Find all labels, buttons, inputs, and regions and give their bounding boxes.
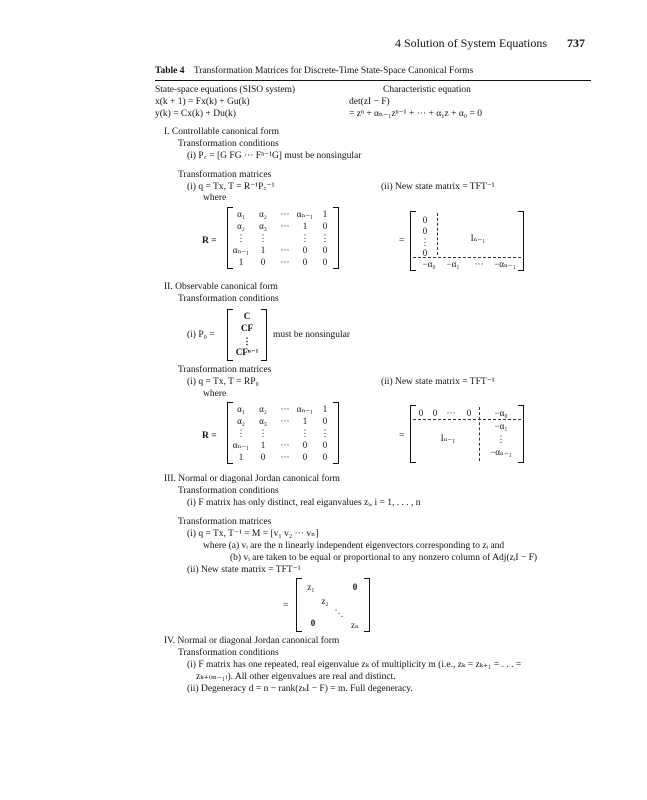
R-cell: αₙ₋₁ — [232, 440, 250, 450]
top-rule — [155, 80, 591, 81]
sec3-where-a: where (a) vᵢ are the n linearly independent eigenvectors corresponding to zᵢ and — [203, 541, 505, 551]
bottom-row-cell: −αₙ₋₁ — [494, 259, 516, 269]
R-cell: ⋮ — [300, 233, 310, 243]
top-row-cell: 0 — [466, 408, 472, 418]
sec2-cond-suffix: must be nonsingular — [273, 330, 351, 340]
sec2-new-matrix — [410, 405, 524, 463]
diag-cell: z₁ — [307, 582, 315, 592]
running-title: 4 Solution of System Equations — [395, 36, 548, 50]
R-cell: ⋮ — [320, 233, 330, 243]
R-cell: α₃ — [259, 416, 267, 426]
sec1-title: I. Controllable canonical form — [164, 127, 280, 137]
top-row-cell: 0 — [418, 408, 424, 418]
sec1-R-matrix — [227, 207, 339, 269]
R-cell: ⋮ — [236, 428, 246, 438]
sec4-cond-head: Transformation conditions — [178, 648, 279, 658]
top-row-cell: ··· — [446, 408, 456, 418]
R-cell: ··· — [280, 452, 290, 462]
top-row-cell: 0 — [432, 408, 438, 418]
partition-line — [479, 407, 480, 461]
R-cell: 0 — [260, 452, 266, 462]
obs-cell: CF — [241, 323, 253, 333]
sec3-mat-head: Transformation matrices — [178, 517, 272, 527]
sec3-mat-1: (i) q = Tx, T⁻¹ = M = [v₁ v₂ ··· vₙ] — [187, 529, 319, 539]
diag-cell: ⋱ — [334, 608, 344, 618]
sec4-title: IV. Normal or diagonal Jordan canonical form — [164, 636, 340, 646]
R-cell: α₁ — [237, 209, 245, 219]
R-cell: α₃ — [259, 221, 267, 231]
partition-line — [413, 419, 521, 420]
R-cell: 1 — [302, 416, 308, 426]
table-label: Table 4 — [155, 66, 185, 76]
R-cell: αₙ₋₁ — [232, 245, 250, 255]
obs-cell: ⋮ — [242, 336, 252, 346]
zero-upper: 0 — [352, 582, 358, 592]
new-col-cell: ⋮ — [420, 237, 430, 247]
R-cell: ··· — [280, 209, 290, 219]
bottom-row-cell: ··· — [474, 259, 484, 269]
sec2-mat-2: (ii) New state matrix = TFT⁻¹ — [381, 377, 495, 387]
new-col-cell: 0 — [422, 226, 428, 236]
R-cell: 0 — [322, 440, 328, 450]
sec3-cond-1: (i) F matrix has only distinct, real eiganvalues zᵢ, i = 1, . . . , n — [187, 498, 421, 508]
R-cell: 0 — [322, 452, 328, 462]
sec1-mat-1: (i) q = Tx, T = R⁻¹P꜀⁻¹ — [187, 182, 275, 192]
char-eq-1: det(zI − F) — [349, 97, 390, 107]
R-cell: 0 — [322, 416, 328, 426]
sec1-new-matrix — [410, 211, 524, 271]
obs-cell: CFⁿ⁻¹ — [235, 347, 259, 357]
sec1-mat-head: Transformation matrices — [178, 170, 272, 180]
R-cell: 0 — [322, 221, 328, 231]
R-cell: ⋮ — [236, 233, 246, 243]
R-cell: 0 — [322, 245, 328, 255]
R-cell: 0 — [302, 245, 308, 255]
R-cell: ··· — [280, 416, 290, 426]
sec2-cond-head: Transformation conditions — [178, 294, 279, 304]
sec2-R-matrix — [227, 402, 339, 464]
table-caption — [155, 66, 473, 77]
sec2-obs-matrix — [227, 309, 267, 361]
R-cell: α₁ — [237, 404, 245, 414]
sec4-cond-1: (i) F matrix has one repeated, real eigenvalue zₖ of multiplicity m (i.e., zₖ = zₖ₊₁ = . . . = — [187, 660, 522, 670]
R-cell: 1 — [322, 209, 328, 219]
R-cell: 0 — [302, 257, 308, 267]
sec2-where: where — [203, 389, 227, 399]
bottom-row-cell: −α₀ — [422, 259, 436, 269]
col-right-head: Characteristic equation — [383, 85, 471, 95]
sec1-R-label: R = — [202, 236, 217, 246]
sec1-mat-2: (ii) New state matrix = TFT⁻¹ — [381, 182, 495, 192]
R-cell: ⋮ — [258, 428, 268, 438]
col-left-head: State-space equations (SISO system) — [155, 85, 296, 95]
R-cell: α₂ — [259, 404, 267, 414]
sec2-mat-1: (i) q = Tx, T = RP₀ — [187, 377, 259, 387]
sec3-mat-2: (ii) New state matrix = TFT⁻¹ — [187, 565, 301, 575]
sec1-eq-sign: = — [399, 236, 405, 246]
R-cell: ⋮ — [258, 233, 268, 243]
R-cell: ··· — [280, 221, 290, 231]
sec4-cond-2: (ii) Degeneracy d = n − rank(zₖI − F) = m. Full degeneracy. — [187, 684, 413, 694]
R-cell: 1 — [322, 404, 328, 414]
char-eq-2: = zⁿ + αₙ₋₁zⁿ⁻¹ + ··· + α₁z + α₀ = 0 — [349, 109, 482, 119]
sec2-cond-prefix: (i) P₀ = — [187, 330, 215, 340]
R-cell: ··· — [280, 245, 290, 255]
sec1-where: where — [203, 193, 227, 203]
sec3-eq-sign: = — [283, 601, 289, 611]
sec2-mat-head: Transformation matrices — [178, 365, 272, 375]
sec3-cond-head: Transformation conditions — [178, 486, 279, 496]
diag-cell: z₂ — [321, 596, 329, 606]
last-col-cell: −α₀ — [494, 408, 508, 418]
R-cell: 1 — [260, 440, 266, 450]
state-eq-2: y(k) = Cx(k) + Du(k) — [155, 109, 236, 119]
identity-block: Iₙ₋₁ — [470, 233, 486, 243]
partition-line — [413, 257, 521, 258]
R-cell: αₙ₋₁ — [296, 209, 314, 219]
last-col-cell: −αₙ₋₁ — [490, 447, 512, 457]
sec2-title: II. Observable canonical form — [164, 282, 278, 292]
R-cell: 0 — [302, 440, 308, 450]
state-eq-1: x(k + 1) = Fx(k) + Gu(k) — [155, 97, 250, 107]
diag-cell: zₙ — [351, 620, 359, 630]
sec3-title: III. Normal or diagonal Jordan canonical form — [164, 474, 340, 484]
new-col-cell: 0 — [422, 215, 428, 225]
R-cell: 1 — [238, 257, 244, 267]
sec2-R-label: R = — [202, 431, 217, 441]
R-cell: 1 — [238, 452, 244, 462]
R-cell: ⋮ — [320, 428, 330, 438]
obs-cell: C — [243, 311, 251, 321]
last-col-cell: ⋮ — [496, 434, 506, 444]
bottom-row-cell: −α₁ — [446, 259, 460, 269]
sec1-cond-1: (i) P꜀ = [G FG ··· Fⁿ⁻¹G] must be nonsingular — [187, 151, 362, 161]
partition-line — [437, 213, 438, 255]
R-cell: α₂ — [237, 416, 245, 426]
identity-block: Iₙ₋₁ — [440, 433, 456, 443]
table-title: Transformation Matrices for Discrete-Time State-Space Canonical Forms — [193, 66, 474, 76]
page-number: 737 — [567, 36, 585, 50]
R-cell: 1 — [260, 245, 266, 255]
last-col-cell: −α₁ — [494, 421, 508, 431]
R-cell: 0 — [302, 452, 308, 462]
sec3-diag-matrix — [296, 578, 370, 632]
zero-lower: 0 — [310, 618, 316, 628]
R-cell: ··· — [280, 440, 290, 450]
R-cell: αₙ₋₁ — [296, 404, 314, 414]
sec1-cond-head: Transformation conditions — [178, 139, 279, 149]
R-cell: α₂ — [237, 221, 245, 231]
R-cell: ··· — [280, 257, 290, 267]
R-cell: 0 — [260, 257, 266, 267]
new-col-cell: 0 — [422, 248, 428, 258]
sec2-eq-sign: = — [399, 431, 405, 441]
R-cell: α₂ — [259, 209, 267, 219]
sec3-where-b: (b) vᵢ are taken to be equal or proportional to any nonzero column of Adj(zᵢI − F) — [230, 553, 538, 563]
sec4-cond-1b: zₖ₊₍ₘ₋₁₎). All other eigenvalues are real and distinct. — [196, 672, 396, 682]
R-cell: ⋮ — [300, 428, 310, 438]
R-cell: 0 — [322, 257, 328, 267]
R-cell: ··· — [280, 404, 290, 414]
R-cell: 1 — [302, 221, 308, 231]
